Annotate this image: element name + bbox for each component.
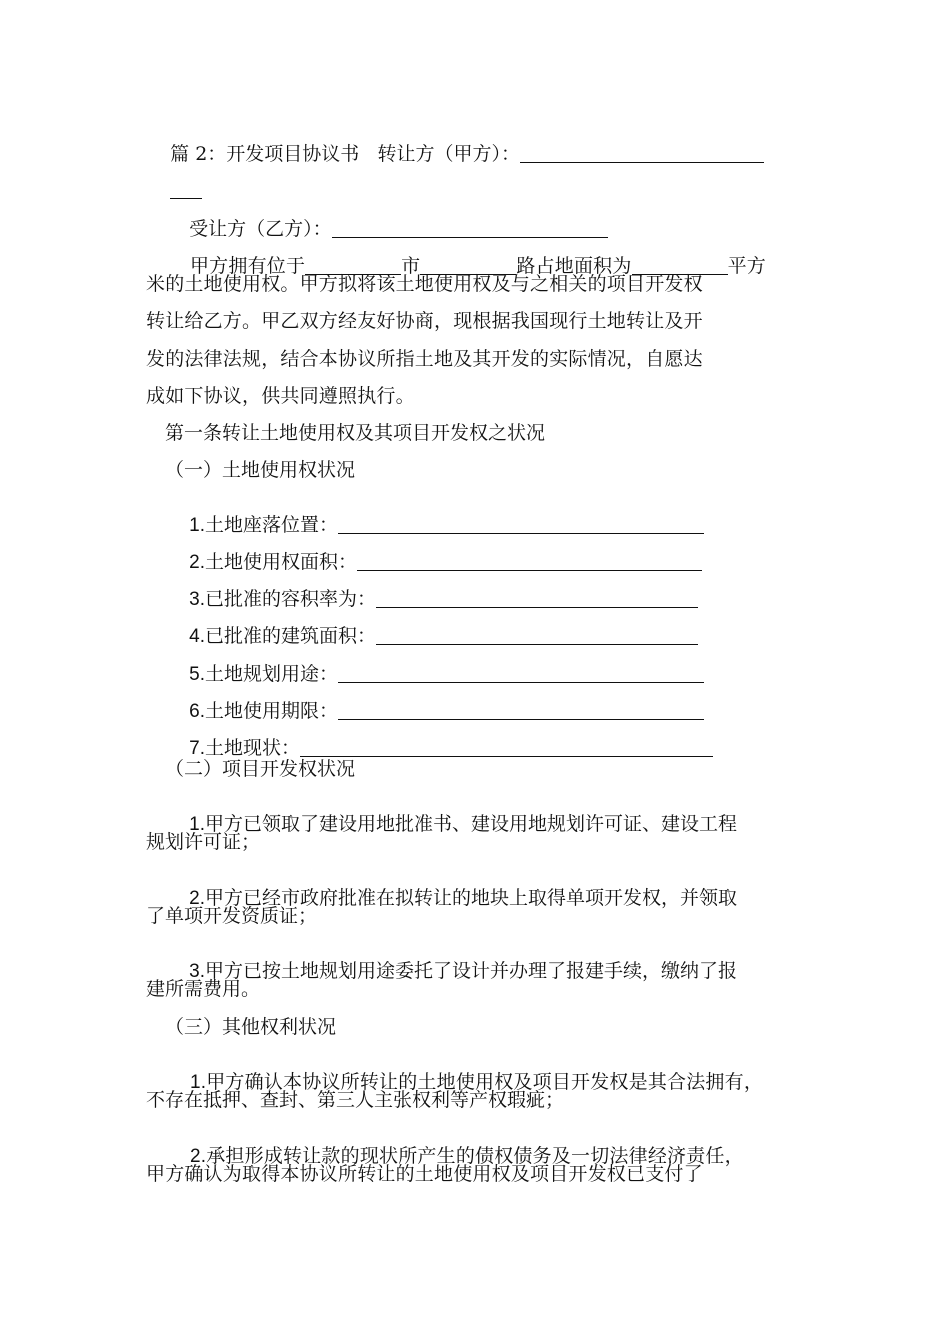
party-a-label: 转让方（甲方）：	[377, 143, 520, 165]
title-line	[146, 126, 764, 183]
section-3-item-1-line-1: 1.甲方确认本协议所转让的土地使用权及项目开发权是其合法拥有，	[189, 1071, 764, 1093]
section-3-item-2-line-1: 2.承担形成转让款的现状所产生的债权债务及一切法律经济责任，	[189, 1145, 744, 1167]
article-1-heading: 第一条转让土地使用权及其项目开发权之状况	[165, 422, 546, 444]
section-2-item-2-line-2: 了单项开发资质证；	[146, 905, 318, 927]
party-a-blank	[520, 161, 764, 163]
field-term: 6.土地使用期限：	[165, 683, 704, 740]
section-2-item-1-line-2: 规划许可证；	[146, 831, 261, 853]
section-2-item-1-line-1: 1.甲方已领取了建设用地批准书、建设用地规划许可证、建设工程	[189, 813, 738, 835]
field-location: 1.土地座落位置：	[165, 497, 704, 554]
section-2-item-2-line-1: 2.甲方已经市政府批准在拟转让的地块上取得单项开发权，并领取	[189, 887, 738, 909]
intro-line-4: 发的法律法规，结合本协议所指土地及其开发的实际情况，自愿达	[146, 348, 703, 370]
section-3-heading: （三）其他权利状况	[165, 1016, 337, 1038]
section-2-item-3-line-2: 建所需费用。	[146, 978, 261, 1000]
field-building-area: 4.已批准的建筑面积：	[165, 608, 698, 665]
field-planned-use: 5.土地规划用途：	[165, 646, 704, 703]
field-status: 7.土地现状：	[165, 720, 713, 777]
party-b-label: 受让方（乙方）：	[189, 218, 332, 240]
intro-line-2: 米的土地使用权。甲方拟将该土地使用权及与之相关的项目开发权	[146, 273, 703, 295]
section-3-item-1-line-2: 不存在抵押、查封、第三人主张权利等产权瑕疵；	[146, 1089, 565, 1111]
intro-line-1: 甲方拥有位于 市 路占地面积为 平方	[189, 255, 766, 277]
document-title: 篇 2：开发项目协议书	[170, 143, 360, 165]
intro-line-3: 转让给乙方。甲乙双方经友好协商，现根据我国现行土地转让及开	[146, 310, 703, 332]
field-area: 2.土地使用权面积：	[165, 534, 702, 591]
field-plot-ratio: 3.已批准的容积率为：	[165, 571, 698, 628]
section-1-heading: （一）土地使用权状况	[165, 459, 356, 481]
intro-line-5: 成如下协议，供共同遵照执行。	[146, 385, 415, 407]
section-2-item-3-line-1: 3.甲方已按土地规划用途委托了设计并办理了报建手续，缴纳了报	[189, 960, 738, 982]
section-3-item-2-line-2: 甲方确认为取得本协议所转让的土地使用权及项目开发权已支付了	[146, 1163, 703, 1185]
section-2-heading: （二）项目开发权状况	[165, 758, 356, 780]
